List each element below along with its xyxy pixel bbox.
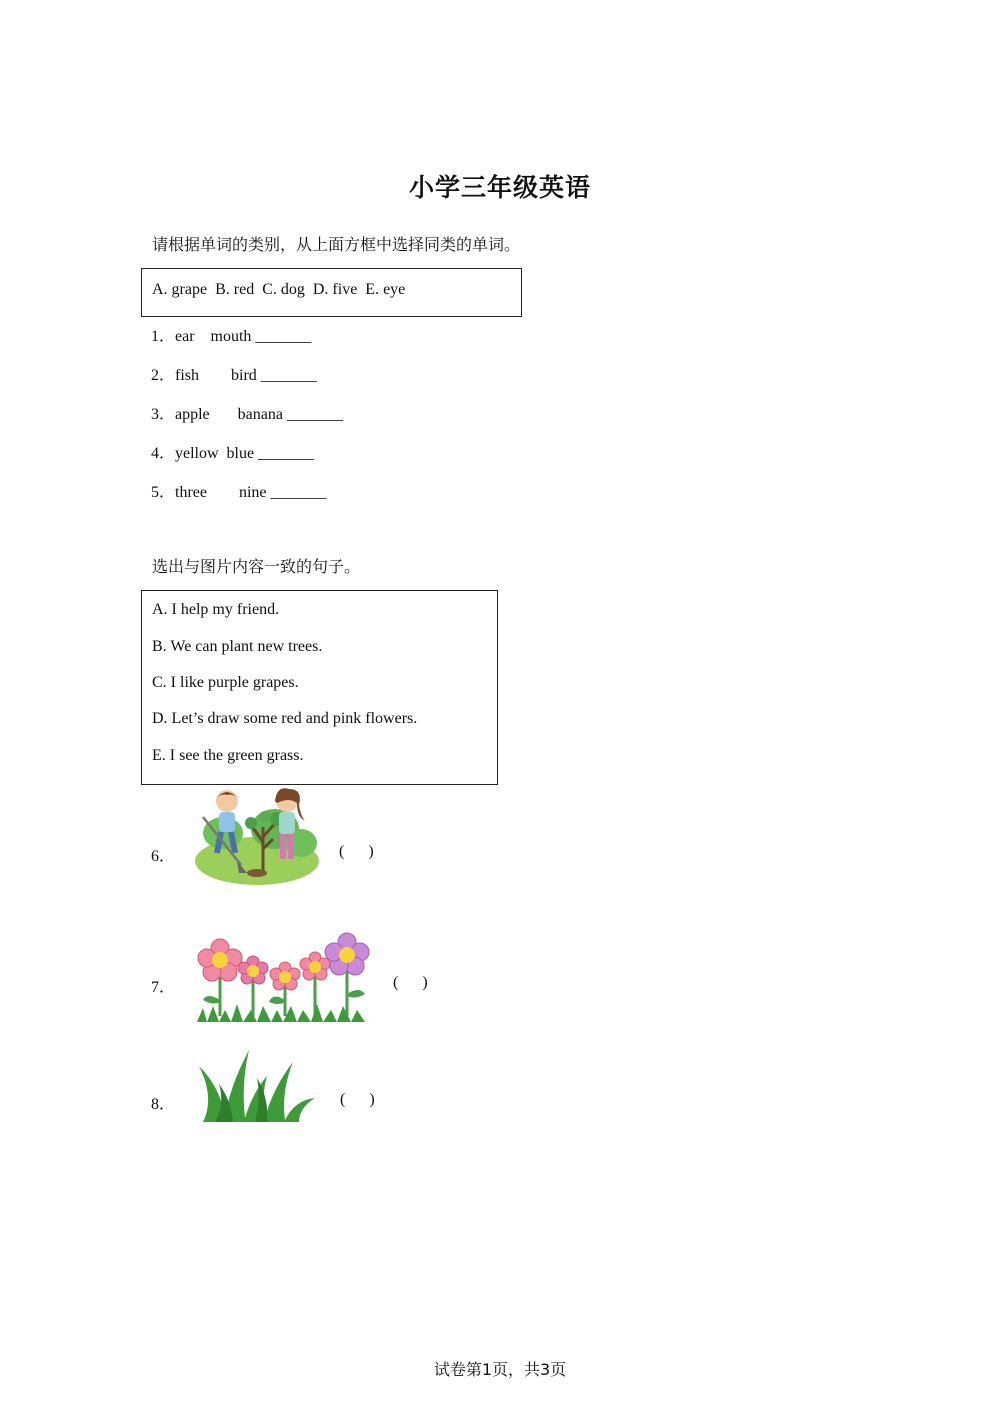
item-6-answer-blank[interactable]: ( ): [339, 843, 374, 860]
word-options: A. grape B. red C. dog D. five E. eye: [152, 281, 406, 298]
question-1: 1．ear mouth _______: [151, 328, 312, 345]
item-7-answer-blank[interactable]: ( ): [393, 974, 428, 991]
grass-icon: [195, 1048, 321, 1124]
item-6-number: 6．: [151, 848, 176, 865]
item-8-answer-blank[interactable]: ( ): [340, 1091, 375, 1108]
item-7-number: 7．: [151, 979, 176, 996]
sentence-d: D. Let’s draw some red and pink flowers.: [152, 710, 418, 727]
section2-instruction: 选出与图片内容一致的句子。: [152, 557, 361, 576]
question-5: 5．three nine _______: [151, 484, 327, 501]
page-footer: 试卷第1页，共3页: [433, 1360, 567, 1379]
sentence-options-box: [141, 590, 498, 785]
sentence-e: E. I see the green grass.: [152, 747, 304, 764]
word-options-box: [141, 268, 522, 317]
page-title: 小学三年级英语: [408, 173, 591, 202]
sentence-b: B. We can plant new trees.: [152, 638, 323, 655]
question-2: 2．fish bird _______: [151, 367, 317, 384]
sentence-a: A. I help my friend.: [152, 601, 280, 618]
question-4: 4．yellow blue _______: [151, 445, 315, 462]
item-8-number: 8．: [151, 1096, 176, 1113]
sentence-c: C. I like purple grapes.: [152, 674, 299, 691]
question-3: 3．apple banana _______: [151, 406, 343, 423]
flowers-icon: [193, 930, 373, 1024]
section1-instruction: 请根据单词的类别，从上面方框中选择同类的单词。: [152, 235, 521, 254]
children-planting-tree-icon: [193, 787, 321, 887]
